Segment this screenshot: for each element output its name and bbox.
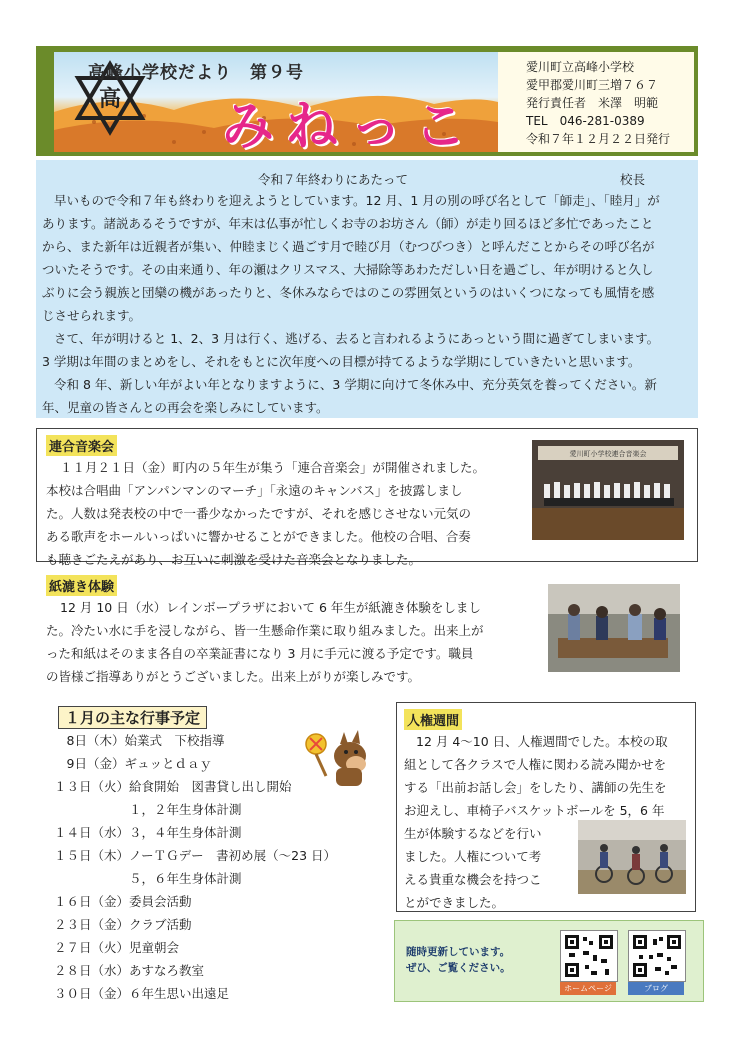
concert-photo-banner: 愛川町小学校連合音楽会 [569,450,647,458]
phone-number: TEL 046-281-0389 [526,114,645,128]
message-line: さて、年が明けると 1、2、3 月は行く、逃げる、去ると言われるようにあっという間に過ぎてしまいます。 [54,331,660,346]
concert-line: た。人数は発表校の中で一番少なかったですが、それを感じさせない元気の [46,506,472,521]
message-line: 年、児童の皆さんとの再会を楽しみにしています。 [42,400,329,415]
event-item: ２８日（水）あすなろ教室 [54,963,205,978]
event-item: １５日（木）ノーＴＧデー 書初め展（～23 日） [54,848,337,863]
school-address: 愛甲郡愛川町三増７６７ [526,78,659,92]
qr-message-line: ぜひ、ご覧ください。 [406,962,511,974]
event-item: 9日（金）ギュッとｄａｙ [54,756,212,771]
message-line: ぶりに会う親族と団欒の機があったりと、冬休みならではのこの雰囲気というのはいくつになっても風情を感 [42,285,655,300]
concert-line: 本校は合唱曲「アンパンマンのマーチ」「永遠のキャンバス」を披露しまし [46,483,463,498]
blog-label[interactable]: ブログ [628,982,684,995]
human-rights-line: 生が体験するなどを行い [404,826,542,841]
message-line: から、また新年は近親者が集い、仲睦まじく過ごす月で睦び月（むつびつき）と呼んだことからその呼び名が [42,239,655,254]
qr-message [406,944,511,976]
qr-message-line: 随時更新しています。 [406,946,511,958]
human-rights-line: お迎えし、車椅子バスケットボールを 5，6 年 [404,803,665,818]
message-line: じさせられます。 [42,308,142,323]
concert-line: ある歌声をホールいっぱいに響かせることができました。他校の合唱、合奏 [46,529,471,544]
emblem-label: 高 [98,87,122,112]
homepage-label[interactable]: ホームページ [560,982,616,995]
human-rights-title: 人権週間 [404,709,462,730]
human-rights-line: とができました。 [404,895,505,910]
message-author-role: 校長 [620,172,646,187]
event-item: １３日（火）給食開始 図書貸し出し開始 [54,779,292,794]
washi-line: た。冷たい水に手を浸しながら、皆一生懸命作業に取り組みました。出来上が [46,623,484,638]
concert-line: も聴きごたえがあり、お互いに刺激を受けた音楽会となりました。 [46,552,422,567]
event-item: １６日（金）委員会活動 [54,894,192,909]
wheelchair-basketball-photo [578,820,686,894]
school-name: 愛川町立高峰小学校 [526,60,635,74]
message-line: 令和 8 年、新しい年がよい年となりますように、3 学期に向けて冬休み中、充分英気を養ってください。新 [54,377,657,392]
message-line: ついたそうです。その由来通り、年の瀬はクリスマス、大掃除等あわただしい日を過ごし、年が明けると久し [42,262,654,277]
message-line: 3 学期は年間のまとめをし、それをもとに次年度への目標が持てるような学期にしていきたいと思います。 [42,354,641,369]
event-item: １，２年生身体計測 [54,802,242,817]
newsletter-name: みねっこ [222,97,479,157]
publisher-info [498,52,694,152]
concert-photo [532,440,684,540]
homepage-qr-code-icon[interactable] [560,930,618,982]
event-item: １４日（水）３，４年生身体計測 [54,825,242,840]
washi-line: った和紙はそのまま各自の卒業証書になり 3 月に手元に渡る予定です。職員 [46,646,474,661]
human-rights-line: える貴重な機会を持つこ [404,872,542,887]
human-rights-line: ました。人権について考 [404,849,542,864]
message-title: 令和７年終わりにあたって [258,172,409,187]
washi-title: 紙漉き体験 [46,575,117,596]
event-item: ３０日（金）６年生思い出遠足 [54,986,230,1001]
blog-qr-code-icon[interactable] [628,930,686,982]
human-rights-line: 組として各クラスで人権に関わる読み聞かせを [404,757,667,772]
issue-date: 令和７年１２月２２日発行 [526,132,671,146]
event-item: ２３日（金）クラブ活動 [54,917,192,932]
message-line: 早いもので令和７年も終わりを迎えようとしています。12 月、1 月の別の呼び名として「師走」、「睦月」が [54,193,660,208]
event-item: 8日（木）始業式 下校指導 [54,733,225,748]
human-rights-line: 12 月 4～10 日、人権週間でした。本校の取 [416,734,668,749]
human-rights-line: する「出前お話し会」をしたり、講師の先生を [404,780,667,795]
horse-illustration-icon [300,728,376,792]
washi-photo [548,584,680,672]
events-title: １月の主な行事予定 [58,706,207,729]
washi-line: 12 月 10 日（水）レインボープラザにおいて 6 年生が紙漉き体験をしまし [60,600,481,615]
event-item: ５，６年生身体計測 [54,871,242,886]
newsletter-title: 高峰小学校だより 第９号 [88,63,304,83]
publisher-name: 発行責任者 米澤 明範 [526,96,659,110]
concert-title: 連合音楽会 [46,435,117,456]
concert-line: １１月２１日（金）町内の５年生が集う「連合音楽会」が開催されました。 [60,460,486,475]
message-line: あります。諸説あるそうですが、年末は仏事が忙しくお寺のお坊さん（師）が走り回るほど多忙であったこと [42,216,654,231]
washi-line: の皆様ご指導ありがとうございました。出来上がりが楽しみです。 [46,669,421,684]
event-item: ２７日（火）児童朝会 [54,940,180,955]
